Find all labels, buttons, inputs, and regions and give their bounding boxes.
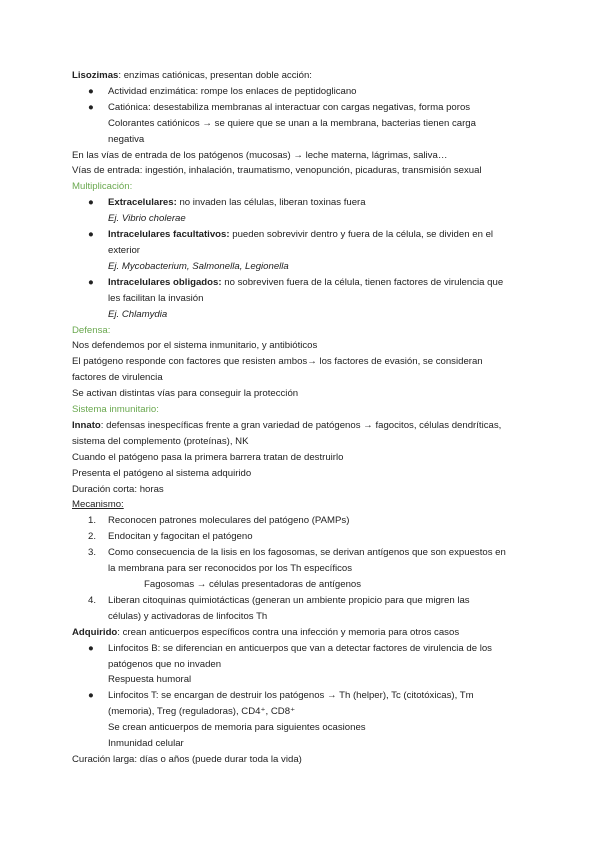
step-number: 3. (88, 547, 97, 559)
list-item-text: Linfocitos B: se diferencian en anticuerpos que van a detectar factores de virulencia de los (108, 642, 492, 654)
bullet-icon: ● (88, 85, 94, 97)
item-bold: Extracelulares: (108, 197, 177, 209)
numbered-item (72, 529, 542, 545)
lisozimas-line (72, 68, 542, 84)
list-item (72, 641, 542, 657)
paragraph-line: factores de virulencia (72, 372, 163, 384)
lisozimas-title: Lisozimas (72, 70, 119, 81)
paragraph-line: sistema del complemento (proteínas), NK (72, 435, 249, 447)
adquirido-text: : crean anticuerpos específicos contra una infección y memoria para otros casos (117, 626, 460, 638)
list-item-continuation: Colorantes catiónicos → se quiere que se unan a la membrana, bacterias tienen carga (108, 117, 476, 129)
paragraph-line: Duración corta: horas (72, 483, 164, 495)
item-bold: Intracelulares facultativos: (108, 229, 230, 241)
bullet-icon: ● (88, 276, 94, 288)
adquirido-title: Adquirido (72, 626, 118, 638)
item-text: no sobreviven fuera de la célula, tienen factores de virulencia que (221, 276, 504, 288)
list-item-continuation: les facilitan la invasión (108, 292, 204, 304)
numbered-item (72, 513, 542, 529)
step-text: Endocitan y fagocitan el patógeno (108, 531, 253, 543)
adquirido-line (72, 625, 542, 641)
multiplicacion-heading: Multiplicación: (72, 181, 133, 193)
document-page (72, 68, 542, 768)
numbered-item (72, 545, 542, 561)
list-item-continuation: negativa (108, 133, 145, 145)
step-text: Liberan citoquinas quimiotácticas (generan un ambiente propicio para que migren las (108, 594, 470, 606)
list-item-text: Catiónica: desestabiliza membranas al interactuar con cargas negativas, forma poros (108, 101, 471, 113)
defensa-heading: Defensa: (72, 324, 111, 336)
entrada-line-2: Vías de entrada: ingestión, inhalación, traumatismo, venopunción, picaduras, transmisión sexual (72, 165, 482, 177)
innato-text: : defensas inespecíficas frente a gran variedad de patógenos → fagocitos, células dendríticas, (100, 419, 502, 431)
paragraph-line: Se activan distintas vías para conseguir la protección (72, 388, 299, 400)
list-item (72, 100, 542, 116)
bullet-icon: ● (88, 690, 94, 702)
example-text: Ej. Mycobacterium, Salmonella, Legionella (108, 260, 289, 272)
list-item-text: Linfocitos T: se encargan de destruir los patógenos → Th (helper), Tc (citotóxicas), Tm (108, 690, 474, 702)
step-number: 2. (88, 531, 97, 543)
paragraph-line: Curación larga: días o años (puede durar toda la vida) (72, 753, 302, 765)
item-text: pueden sobrevivir dentro y fuera de la célula, se dividen en el (229, 229, 494, 241)
item-bold: Intracelulares obligados: (108, 276, 222, 288)
lisozimas-text: : enzimas catiónicas, presentan doble acción: (118, 70, 312, 81)
list-item-continuation: (memoria), Treg (reguladoras), CD4⁺, CD8⁺ (108, 706, 296, 718)
list-item (72, 195, 542, 211)
paragraph-line: Nos defendemos por el sistema inmunitario, y antibióticos (72, 340, 318, 352)
step-number: 4. (88, 594, 97, 606)
paragraph-line: El patógeno responde con factores que resisten ambos→ los factores de evasión, se consideran (72, 356, 483, 368)
list-item-continuation: Respuesta humoral (108, 674, 192, 686)
list-item (72, 688, 542, 704)
paragraph-line: Cuando el patógeno pasa la primera barrera tratan de destruirlo (72, 451, 344, 463)
bullet-icon: ● (88, 101, 94, 113)
paragraph-line: Presenta el patógeno al sistema adquirido (72, 467, 252, 479)
step-continuation: Fagosomas → células presentadoras de antígenos (144, 579, 362, 590)
list-item-continuation: exterior (108, 244, 140, 256)
step-number: 1. (88, 515, 97, 527)
step-text: Como consecuencia de la lisis en los fagosomas, se derivan antígenos que son expuestos en (108, 547, 506, 559)
sistema-heading: Sistema inmunitario: (72, 404, 159, 416)
example-text: Ej. Vibrio cholerae (108, 213, 186, 225)
list-item-continuation: patógenos que no invaden (108, 658, 222, 670)
step-continuation: células) y activadoras de linfocitos Th (108, 610, 268, 622)
list-item (72, 84, 542, 100)
mecanismo-heading: Mecanismo: (72, 499, 124, 511)
innato-line (72, 418, 542, 434)
list-item (72, 227, 542, 243)
list-item-continuation: Se crean anticuerpos de memoria para siguientes ocasiones (108, 722, 366, 734)
innato-title: Innato (72, 419, 101, 431)
entrada-line-1: En las vías de entrada de los patógenos (mucosas) → leche materna, lágrimas, saliva… (72, 149, 448, 161)
example-text: Ej. Chlamydia (108, 308, 168, 320)
step-text: Reconocen patrones moleculares del patógeno (PAMPs) (108, 515, 350, 527)
step-continuation: la membrana para ser reconocidos por los Th específicos (108, 563, 353, 575)
list-item-text: Actividad enzimática: rompe los enlaces de peptidoglicano (108, 85, 357, 97)
bullet-icon: ● (88, 642, 94, 654)
bullet-icon: ● (88, 229, 94, 241)
numbered-item (72, 593, 542, 609)
list-item (72, 275, 542, 291)
bullet-icon: ● (88, 197, 94, 209)
list-item-continuation: Inmunidad celular (108, 738, 184, 750)
item-text: no invaden las células, liberan toxinas fuera (176, 197, 366, 209)
